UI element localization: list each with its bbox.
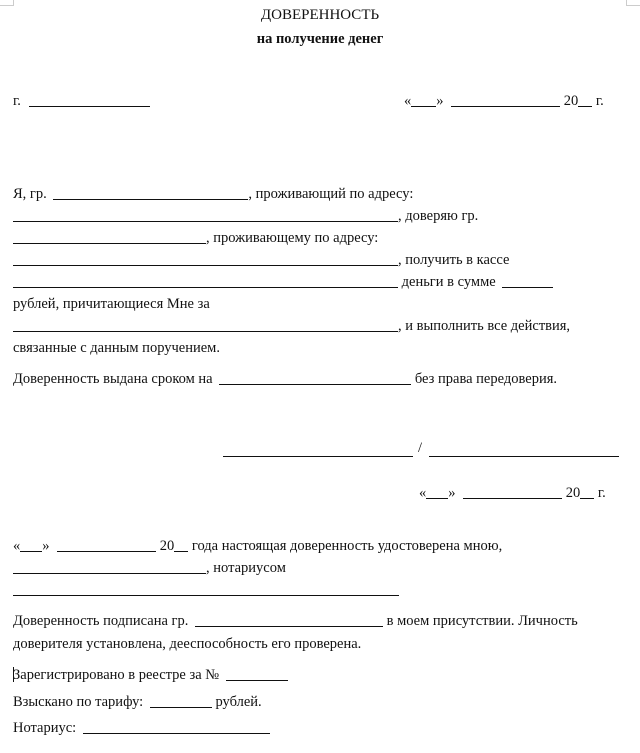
registry-line bbox=[13, 667, 288, 684]
receive-label: , получить в кассе bbox=[398, 252, 510, 268]
term-label: Доверенность выдана сроком на bbox=[13, 371, 213, 387]
certification-line bbox=[13, 538, 502, 555]
body-line-3 bbox=[13, 230, 378, 247]
body-line-6: рублей, причитающиеся Мне за bbox=[13, 296, 210, 312]
quote-open: « bbox=[13, 538, 21, 554]
city-label: г. bbox=[13, 93, 21, 109]
principal-address-label: , проживающий по адресу: bbox=[248, 186, 414, 202]
year-suffix: г. bbox=[595, 93, 604, 109]
agent-name-blank[interactable] bbox=[13, 231, 206, 244]
month-blank[interactable] bbox=[463, 486, 562, 499]
registry-label: Зарегистрировано в реестре за № bbox=[13, 667, 220, 683]
document-subtitle: на получение денег bbox=[256, 31, 384, 47]
purpose-blank[interactable] bbox=[13, 319, 398, 332]
quote-open: « bbox=[404, 93, 412, 109]
year-blank[interactable] bbox=[580, 486, 594, 499]
notary-name-blank[interactable] bbox=[13, 561, 206, 574]
amount-blank[interactable] bbox=[502, 275, 553, 288]
notary-name-line bbox=[13, 560, 286, 577]
principal-name-blank[interactable] bbox=[53, 187, 248, 200]
actions-label: , и выполнить все действия, bbox=[398, 318, 571, 334]
year-suffix: г. bbox=[597, 485, 606, 501]
signed-label: Доверенность подписана гр. bbox=[13, 613, 189, 629]
month-blank[interactable] bbox=[57, 539, 156, 552]
year-prefix: 20 bbox=[159, 538, 175, 554]
quote-close: » bbox=[436, 93, 444, 109]
term-line bbox=[13, 371, 557, 388]
signature-name-blank[interactable] bbox=[429, 456, 619, 457]
fee-line bbox=[13, 694, 262, 711]
notary-sign-line bbox=[13, 720, 270, 737]
day-blank[interactable] bbox=[411, 94, 436, 107]
signer-name-blank[interactable] bbox=[195, 614, 383, 627]
year-blank[interactable] bbox=[174, 539, 188, 552]
identity-line: доверителя установлена, дееспособность его проверена. bbox=[13, 636, 362, 652]
presence-label: в моем присутствии. Личность bbox=[386, 613, 578, 629]
body-line-2 bbox=[13, 208, 478, 225]
signature-separator: / bbox=[418, 440, 423, 456]
page-corner-mark bbox=[626, 0, 640, 6]
fee-blank[interactable] bbox=[150, 695, 212, 708]
no-subdelegation-label: без права передоверия. bbox=[414, 371, 557, 387]
quote-close: » bbox=[448, 485, 456, 501]
cashier-blank[interactable] bbox=[13, 275, 398, 288]
body-line-7 bbox=[13, 318, 570, 335]
year-prefix: 20 bbox=[565, 485, 581, 501]
document-title: ДОВЕРЕННОСТЬ bbox=[260, 7, 380, 23]
signature-blank[interactable] bbox=[223, 456, 413, 457]
term-blank[interactable] bbox=[219, 372, 411, 385]
city-blank[interactable] bbox=[29, 94, 150, 107]
page-corner-mark bbox=[0, 0, 14, 6]
city-field bbox=[13, 93, 150, 110]
certification-text: года настоящая доверенность удостоверена мною, bbox=[191, 538, 503, 554]
registry-number-blank[interactable] bbox=[226, 668, 288, 681]
signed-line bbox=[13, 613, 578, 630]
signature-date bbox=[419, 485, 606, 502]
amount-label: деньги в сумме bbox=[401, 274, 496, 290]
body-line-5 bbox=[13, 274, 553, 291]
fee-label: Взыскано по тарифу: bbox=[13, 694, 144, 710]
body-line-8: связанные с данным поручением. bbox=[13, 340, 220, 356]
agent-address-blank[interactable] bbox=[13, 253, 398, 266]
day-blank[interactable] bbox=[426, 486, 448, 499]
agent-address-label: , проживающему по адресу: bbox=[206, 230, 379, 246]
notary-sign-blank[interactable] bbox=[83, 721, 270, 734]
notary-sign-label: Нотариус: bbox=[13, 720, 77, 736]
date-field bbox=[404, 93, 604, 110]
trust-label: , доверяю гр. bbox=[398, 208, 479, 224]
fee-currency: рублей. bbox=[215, 694, 262, 710]
month-blank[interactable] bbox=[451, 94, 560, 107]
notary-label: , нотариусом bbox=[206, 560, 286, 576]
principal-label: Я, гр. bbox=[13, 186, 47, 202]
day-blank[interactable] bbox=[20, 539, 42, 552]
body-line-1 bbox=[13, 186, 413, 203]
quote-close: » bbox=[42, 538, 50, 554]
principal-address-blank[interactable] bbox=[13, 209, 398, 222]
year-blank[interactable] bbox=[578, 94, 592, 107]
year-prefix: 20 bbox=[563, 93, 579, 109]
quote-open: « bbox=[419, 485, 427, 501]
body-line-4 bbox=[13, 252, 509, 269]
notary-office-blank[interactable] bbox=[13, 595, 399, 596]
